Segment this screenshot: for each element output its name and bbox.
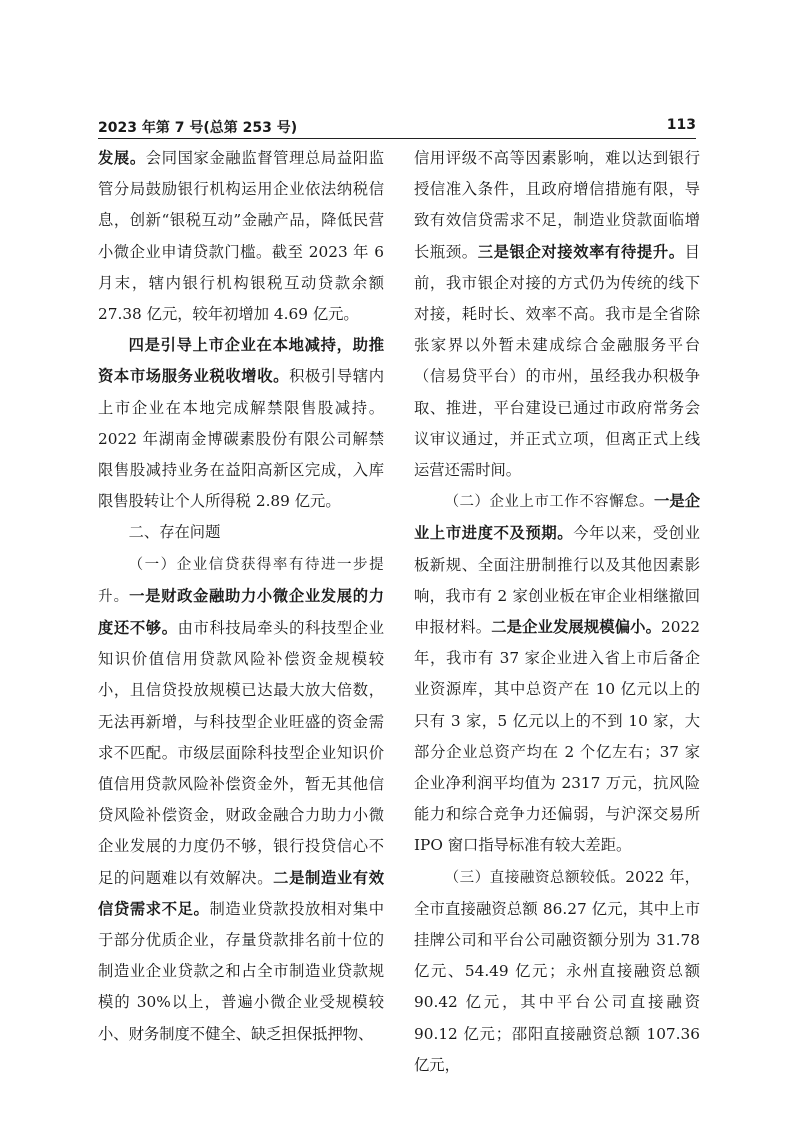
- bold-lead: 一是企业上市进度不及预期。: [414, 492, 700, 543]
- bold-lead: 二是制造业有效信贷需求不足。: [98, 868, 384, 918]
- paragraph: [414, 862, 700, 1081]
- running-header: [98, 117, 696, 139]
- paragraph: [98, 549, 384, 1050]
- subsection-heading: （二）企业上市工作不容懈怠。: [444, 494, 654, 511]
- body-text: 今年以来，受创业板新规、全面注册制推行以及其他因素影响，我市有 2 家创业板在审企业相继撤回申报材料。: [414, 524, 700, 637]
- paragraph: [414, 486, 700, 861]
- body-text: 会同国家金融监督管理总局益阳监管分局鼓励银行机构运用企业依法纳税信息，创新“银税互动”金融产品，降低民营小微企业申请贷款门槛。截至 2023 年 6 月末，辖内银行机构银税互动贷款余额 27.38 亿元，较年初增加 4.69 亿元。: [98, 149, 384, 324]
- body-text: 积极引导辖内上市企业在本地完成解禁限售股减持。2022 年湖南金博碳素股份有限公司解禁限售股减持业务在益阳高新区完成，入库限售股转让个人所得税 2.89 亿元。: [98, 367, 384, 511]
- body-text: 2022 年，我市有 37 家企业进入省上市后备企业资源库，其中总资产在 10 亿元以上的只有 3 家，5 亿元以上的不到 10 家，大部分企业总资产均在 2 个亿左右；37 家企业净利润平均值为 2317 万元，抗风险能力和综合竞争力还偏弱，与沪深交易所 IPO 窗口指导标准有较大差距。: [414, 618, 700, 855]
- subsection-heading: （三）直接融资总额较低。: [444, 869, 626, 886]
- body-text: 2022 年，全市直接融资总额 86.27 亿元，其中上市挂牌公司和平台公司融资额分别为 31.78 亿元、54.49 亿元；永州直接融资总额 90.42 亿元，其中平台公司直接融资 90.12 亿元；邵阳直接融资总额 107.36 亿元，: [414, 867, 700, 1074]
- bold-lead: 四是引导上市企业在本地减持，助推资本市场服务业税收增收。: [98, 336, 384, 386]
- bold-lead: 发展。: [98, 149, 146, 167]
- subsection-heading: （一）企业信贷获得率有待进一步提升。: [98, 556, 384, 605]
- paragraph: [98, 143, 384, 330]
- bold-lead: 三是银企对接效率有待提升。: [477, 242, 685, 261]
- page-number: 113: [666, 117, 696, 133]
- header-rule: [98, 138, 696, 139]
- body-text: 制造业贷款投放相对集中于部分优质企业，存量贷款排名前十位的制造业企业贷款之和占全市制造业贷款规模的 30%以上，普遍小微企业受规模较小、财务制度不健全、缺乏担保抵押物、: [98, 899, 384, 1043]
- left-column: [98, 143, 384, 1050]
- paragraph: [98, 330, 384, 517]
- body-text: 由市科技局牵头的科技型企业知识价值信用贷款风险补偿资金规模较小，且信贷投放规模已达最大放大倍数，无法再新增，与科技型企业旺盛的资金需求不匹配。市级层面除科技型企业知识价值信用贷款风险补偿资金外，暂无其他信贷风险补偿资金，财政金融合力助力小微企业发展的力度仍不够，银行投贷信心不足的问题难以有效解决。: [98, 619, 384, 887]
- issue-label: 2023 年第 7 号(总第 253 号): [98, 120, 298, 136]
- body-text: 目前，我市银企对接的方式仍为传统的线下对接，耗时长、效率不高。我市是全省除张家界以外暂未建成综合金融服务平台（信易贷平台）的市州，虽经我办积极争取、推进，平台建设已通过市政府常务会议审议通过，并正式立项，但离正式上线运营还需时间。: [414, 242, 700, 480]
- section-title: 二、存在问题: [128, 523, 221, 542]
- bold-lead: 二是企业发展规模偏小。: [491, 618, 662, 637]
- paragraph: [414, 143, 700, 486]
- body-text: 信用评级不高等因素影响，难以达到银行授信准入条件，且政府增信措施有限，导致有效信贷需求不足，制造业贷款面临增长瓶颈。: [414, 149, 700, 261]
- bold-lead: 一是财政金融助力小微企业发展的力度还不够。: [98, 586, 384, 638]
- right-column: [414, 143, 700, 1081]
